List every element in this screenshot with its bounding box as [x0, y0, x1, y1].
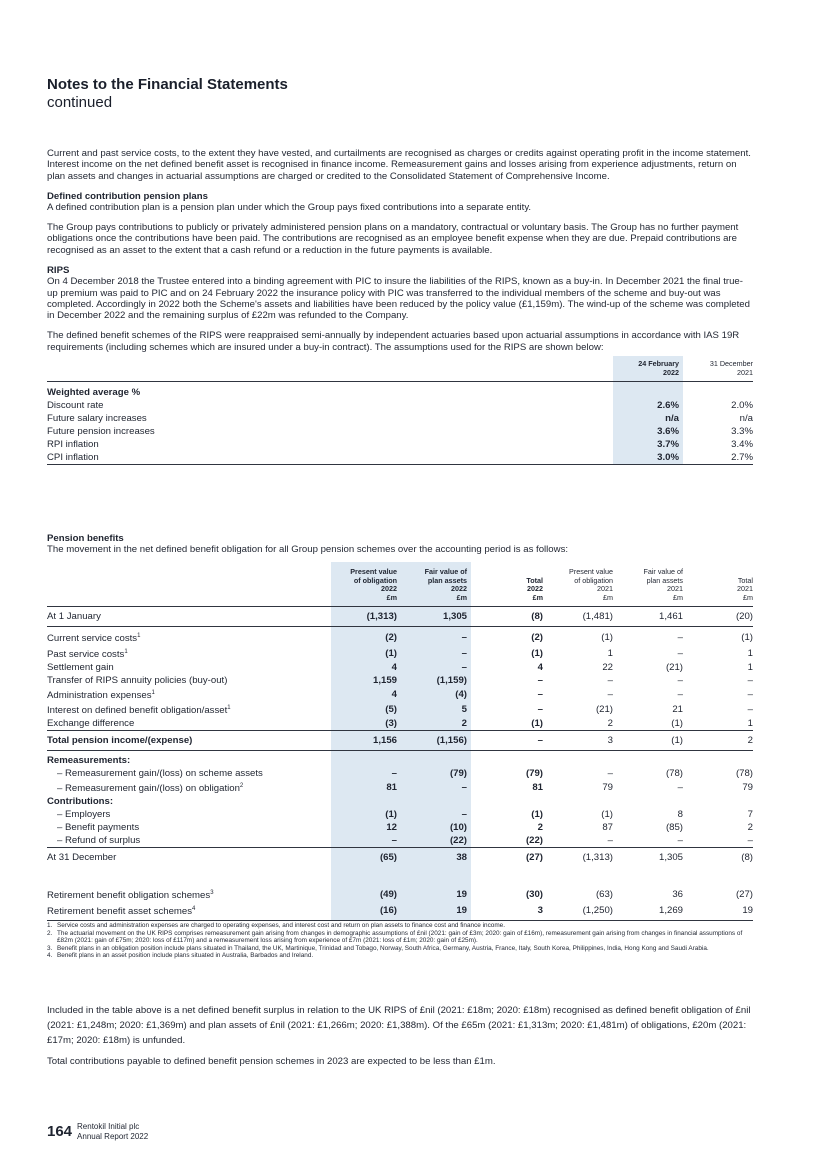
footnote: 4. Benefit plans in an asset position include plans situated in Australia, Barbados and Ireland. [47, 952, 314, 960]
pension-cell: 1,269 [658, 904, 683, 916]
pension-cell: 2 [683, 731, 753, 751]
pension-cell: 21 [672, 704, 683, 716]
pension-cell: (8) [683, 848, 753, 868]
pension-cell: 2 [537, 822, 543, 834]
footer-company [77, 1122, 148, 1141]
pension-cell [613, 795, 683, 808]
pension-cell: (1) [613, 731, 683, 751]
pension-row [47, 903, 753, 921]
assumptions-table [47, 356, 753, 465]
pension-col-header: Total 2022 £m [526, 575, 543, 602]
pension-cell: (79) [401, 767, 471, 780]
assumption-value-2022: 3.7% [613, 438, 683, 451]
assumptions-col-2022: 24 February 2022 [613, 356, 683, 382]
pension-row [47, 731, 753, 751]
pension-cell: 1 [607, 647, 613, 659]
pension-col-header: Fair value of plan assets 2021 £m [643, 567, 683, 602]
pension-cell: – [401, 661, 471, 674]
pension-cell: (49) [331, 867, 401, 902]
assumption-value-2022: 3.6% [613, 425, 683, 438]
pension-cell: (22) [401, 834, 471, 848]
pension-row-label: Retirement benefit asset schemes$^4$ [47, 905, 196, 917]
pension-cell: 81 [532, 782, 543, 794]
pension-cell: – [401, 646, 471, 661]
pension-row [47, 795, 753, 808]
pension-cell: – [401, 808, 471, 821]
pension-cell [331, 751, 401, 768]
pension-cell: 1 [747, 647, 753, 659]
pension-cell: – [401, 780, 471, 795]
pension-benefits [47, 533, 753, 556]
assumptions-section: Weighted average % [47, 382, 613, 400]
pension-cell: 3 [537, 904, 543, 916]
pension-row-label: Administration expenses$^1$ [47, 689, 155, 701]
pension-cell: (1,250) [582, 904, 613, 916]
pension-cell: 1 [747, 718, 753, 730]
pension-cell: 7 [747, 809, 753, 821]
pension-row [47, 607, 753, 627]
assumption-row [47, 425, 753, 438]
pension-cell [401, 751, 471, 768]
pension-cell: 2 [747, 822, 753, 834]
pension-cell: (27) [735, 889, 753, 901]
pension-cell: (2) [331, 627, 401, 646]
pension-cell: – [747, 674, 753, 686]
pension-row-label: Settlement gain [47, 661, 114, 673]
pension-cell: (1) [531, 809, 543, 821]
pension-cell: 1,159 [331, 674, 401, 687]
pension-row [47, 780, 753, 795]
pension-cell: (78) [665, 768, 683, 780]
pension-cell: 1,305 [613, 848, 683, 868]
pension-cell: – [471, 731, 543, 751]
pension-cell [613, 751, 683, 768]
intro-paragraph: Current and past service costs, to the extent they have vested, and curtailments are recognised as charges or credits against operating profit in the income statement. Interest income on the net defined benefit asset is recognised in finance income. Remeasurement gains and losses arising from experience adjustments, return on plan assets and changes in actuarial assumptions are charged or credited to the Consolidated Statement of Comprehensive Income. [47, 148, 751, 182]
pension-cell [471, 751, 543, 768]
pension-cell: 38 [401, 848, 471, 868]
pension-cell: (16) [331, 903, 401, 921]
pension-row [47, 702, 753, 717]
pension-cell [683, 751, 753, 768]
assumption-value-2022: 2.6% [613, 399, 683, 412]
pension-row-label: At 31 December [47, 848, 331, 868]
pension-cell: (63) [595, 889, 613, 901]
pension-row [47, 717, 753, 731]
pension-cell: – [747, 704, 753, 716]
pension-row [47, 751, 753, 768]
pension-row [47, 687, 753, 702]
pension-row-label: Contributions: [47, 796, 114, 808]
pension-row-label: – Refund of surplus [57, 835, 141, 847]
assumption-value-2021: 2.7% [731, 452, 753, 464]
pension-cell: (1,156) [401, 731, 471, 751]
pension-cell: – [677, 674, 683, 686]
footnote: 2. The actuarial movement on the UK RIPS comprises remeasurement gain arising from changes in demographic assumptions of £nil (2021: gain of £3m; 2020: gain of £16m), remeasurement gain arising from changes in financial assumptions of £82m (2021: gain of £75m; 2020: loss of £117m) and a remeasurement loss arising from experience of £7m (2021: loss of £1m; 2020: gain of £25m). [47, 929, 743, 945]
pension-cell: 36 [672, 889, 683, 901]
pension-cell: – [537, 704, 543, 716]
assumption-row [47, 399, 753, 412]
rips-paragraph-1: On 4 December 2018 the Trustee entered into a binding agreement with PIC to insure the liabilities of the RIPS, known as a buy-in. In December 2021 the final true-up premium was paid to PIC and on 24 February 2022 the insurance policy with PIC was transferred to the individual members of the scheme and buy-out was completed. Accordingly in 2022 both the Scheme's assets and liabilities have been reduced by the policy value (£1,159m). The wind-up of the scheme was completed in December 2022 and the remaining surplus of £22m was refunded to the Company. [47, 276, 750, 322]
pension-cell: (1) [543, 627, 613, 646]
pension-cell: 19 [401, 903, 471, 921]
company-name: Rentokil Initial plc [77, 1122, 140, 1131]
pension-cell: 12 [331, 821, 401, 834]
pension-cell: – [331, 767, 401, 780]
pension-cell: – [537, 674, 543, 686]
pension-cell [331, 795, 401, 808]
assumption-label: CPI inflation [47, 452, 99, 464]
pension-cell: (20) [683, 607, 753, 627]
assumption-label: Discount rate [47, 400, 104, 412]
footnote: 3. Benefit plans in an obligation position include plans situated in Thailand, the UK, Martinique, Trinidad and Tobago, Norway, South Africa, Germany, Austria, France, Italy, South Korea, Philippines, India, Hong Kong and Saudi Arabia. [47, 944, 709, 952]
pension-row-label: – Remeasurement gain/(loss) on obligation$^2$ [57, 783, 244, 795]
pension-cell [543, 751, 613, 768]
pension-cell: 5 [401, 702, 471, 717]
assumption-value-2021: n/a [739, 413, 753, 425]
pension-cell [471, 795, 543, 808]
pension-row-label: Retirement benefit obligation schemes$^3$ [47, 890, 214, 902]
pension-cell: 79 [742, 782, 753, 794]
pension-cell: (1) [531, 647, 543, 659]
pension-row [47, 646, 753, 661]
pension-cell: (85) [665, 822, 683, 834]
closing-paragraph-2: Total contributions payable to defined benefit pension schemes in 2023 are expected to be less than £1m. [47, 1056, 496, 1067]
pension-cell: 8 [677, 809, 683, 821]
pension-cell: (1,313) [543, 848, 613, 868]
pension-cell: (30) [525, 889, 543, 901]
assumption-value-2021: 2.0% [731, 400, 753, 412]
pension-cell: (1) [601, 809, 613, 821]
pension-cell: (78) [735, 768, 753, 780]
pension-cell: – [677, 647, 683, 659]
pension-cell: 2 [401, 717, 471, 731]
pension-cell: (22) [525, 835, 543, 847]
pension-row-label: Exchange difference [47, 718, 135, 730]
pension-row-label: Interest on defined benefit obligation/asset$^1$ [47, 704, 231, 717]
pension-row-label: – Benefit payments [57, 822, 140, 834]
pension-cell: 3 [543, 731, 613, 751]
pension-col-header: Total 2021 £m [737, 575, 753, 602]
pension-cell: 2 [607, 718, 613, 730]
pension-header-row [47, 562, 753, 607]
pension-cell: – [607, 768, 613, 780]
pension-row [47, 808, 753, 821]
assumption-row [47, 438, 753, 451]
footnotes [47, 922, 753, 960]
pension-cell: (1) [531, 718, 543, 730]
pension-row-label: – Employers [57, 809, 111, 821]
pension-cell: 1,156 [331, 731, 401, 751]
pension-row [47, 821, 753, 834]
pension-row [47, 627, 753, 646]
pension-cell: 1,461 [613, 607, 683, 627]
pension-row [47, 867, 753, 902]
page-number: 164 [47, 1123, 73, 1141]
pension-row-label: At 1 January [47, 607, 331, 627]
pension-cell [401, 795, 471, 808]
dc-paragraph-2: The Group pays contributions to publicly or privately administered pension plans on a mandatory, contractual or voluntary basis. The Group has no further payment obligations once the contributions have been paid. The contributions are recognised as an employee benefit expense when they are due. Prepaid contributions are recognised as an asset to the extent that a cash refund or a reduction in the future payments is available. [47, 222, 739, 256]
dc-paragraph-1: A defined contribution plan is a pension plan under which the Group pays fixed contributions into a separate entity. [47, 202, 532, 214]
pension-cell: 4 [537, 661, 543, 673]
pension-cell: (1) [331, 808, 401, 821]
assumptions-col-2021: 31 December 2021 [709, 359, 753, 377]
page-subtitle: continued [47, 94, 113, 111]
pension-cell: (3) [331, 717, 401, 731]
assumption-row [47, 412, 753, 425]
closing-text [47, 1003, 753, 1075]
pension-cell: (27) [471, 848, 543, 868]
assumption-value-2022: n/a [613, 412, 683, 425]
pension-cell: – [537, 688, 543, 700]
pension-cell: 79 [602, 782, 613, 794]
pension-cell: – [747, 835, 753, 847]
pension-cell: 1,305 [401, 607, 471, 627]
pension-cell: (65) [331, 848, 401, 868]
rips-paragraph-2: The defined benefit schemes of the RIPS were reappraised semi-annually by independent actuaries based upon actuarial assumptions in accordance with IAS 19R requirements (including schemes which are insured under a buy-in contract). The assumptions used for the RIPS are shown below: [47, 330, 740, 353]
assumption-label: Future salary increases [47, 413, 147, 425]
pension-cell: – [747, 688, 753, 700]
pension-cell: – [607, 688, 613, 700]
pension-row [47, 767, 753, 780]
pension-cell: – [677, 782, 683, 794]
pension-row-label: Total pension income/(expense) [47, 731, 331, 751]
pension-cell: (1,481) [543, 607, 613, 627]
assumption-label: RPI inflation [47, 439, 99, 451]
dc-heading: Defined contribution pension plans [47, 190, 208, 202]
pension-cell: – [607, 835, 613, 847]
pension-cell [683, 795, 753, 808]
pension-intro: The movement in the net defined benefit obligation for all Group pension schemes over the accounting period is as follows: [47, 544, 569, 556]
rips-heading: RIPS [47, 264, 70, 276]
closing-paragraph-1: Included in the table above is a net defined benefit surplus in relation to the UK RIPS of £nil (2021: £18m; 2020: £18m) recognised as defined benefit obligation of £nil (2021: £1,248m; 2020: £1,369m) and plan assets of £nil (2021: £1,266m; 2020: £1,388m). Of the £65m (2021: £1,313m; 2020: £1,481m) of obligations, £20m (2021: £17m; 2020: £18m) is unfunded. [47, 1005, 751, 1046]
pension-cell: (79) [525, 768, 543, 780]
pension-row [47, 674, 753, 687]
page-footer [47, 1122, 148, 1141]
pension-row [47, 848, 753, 868]
body-text [47, 148, 753, 465]
assumption-value-2021: 3.4% [731, 439, 753, 451]
pension-cell: (1) [671, 718, 683, 730]
pension-cell: – [401, 627, 471, 646]
pension-table [47, 562, 753, 921]
pension-cell: (1) [331, 646, 401, 661]
pension-cell: 1 [747, 661, 753, 673]
report-name: Annual Report 2022 [77, 1131, 149, 1141]
pension-cell: (5) [331, 702, 401, 717]
pension-row [47, 834, 753, 848]
pension-cell: – [613, 627, 683, 646]
pension-cell: (21) [595, 704, 613, 716]
pension-cell: (4) [401, 687, 471, 702]
pension-cell: (1) [683, 627, 753, 646]
pension-cell: 81 [331, 780, 401, 795]
pension-cell: 87 [602, 822, 613, 834]
pension-cell: (8) [471, 607, 543, 627]
footnote: 1. Service costs and administration expenses are charged to operating expenses, and interest cost and return on plan assets to finance cost and finance income. [47, 922, 505, 929]
assumption-label: Future pension increases [47, 426, 155, 438]
pension-row-label: Past service costs$^1$ [47, 648, 128, 660]
pension-cell: – [607, 674, 613, 686]
pension-row-label: Transfer of RIPS annuity policies (buy-out) [47, 674, 228, 686]
pension-cell: – [331, 834, 401, 848]
pension-col-header: Present value of obligation 2022 £m [331, 562, 401, 607]
pension-cell: – [677, 688, 683, 700]
pension-cell: (1,159) [401, 674, 471, 687]
pension-row-label: – Remeasurement gain/(loss) on scheme assets [57, 768, 263, 780]
pension-cell: 19 [401, 867, 471, 902]
pension-cell: 22 [602, 661, 613, 673]
pension-cell: 19 [742, 904, 753, 916]
pension-cell: (1,313) [331, 607, 401, 627]
pension-col-header: Present value of obligation 2021 £m [569, 567, 613, 602]
pension-row-label: Current service costs$^1$ [47, 627, 331, 646]
pension-cell: 4 [331, 687, 401, 702]
page-title: Notes to the Financial Statements [47, 76, 288, 93]
pension-row-label: Remeasurements: [47, 751, 331, 768]
pension-cell: (2) [471, 627, 543, 646]
pension-col-header: Fair value of plan assets 2022 £m [401, 562, 471, 607]
pension-cell: 4 [331, 661, 401, 674]
pension-cell: – [677, 835, 683, 847]
pension-row [47, 661, 753, 674]
assumption-value-2022: 3.0% [613, 451, 683, 465]
pension-cell: (10) [401, 821, 471, 834]
assumption-row [47, 451, 753, 465]
pension-cell [543, 795, 613, 808]
assumption-value-2021: 3.3% [731, 426, 753, 438]
pension-cell: (21) [665, 661, 683, 673]
pension-heading: Pension benefits [47, 533, 124, 544]
